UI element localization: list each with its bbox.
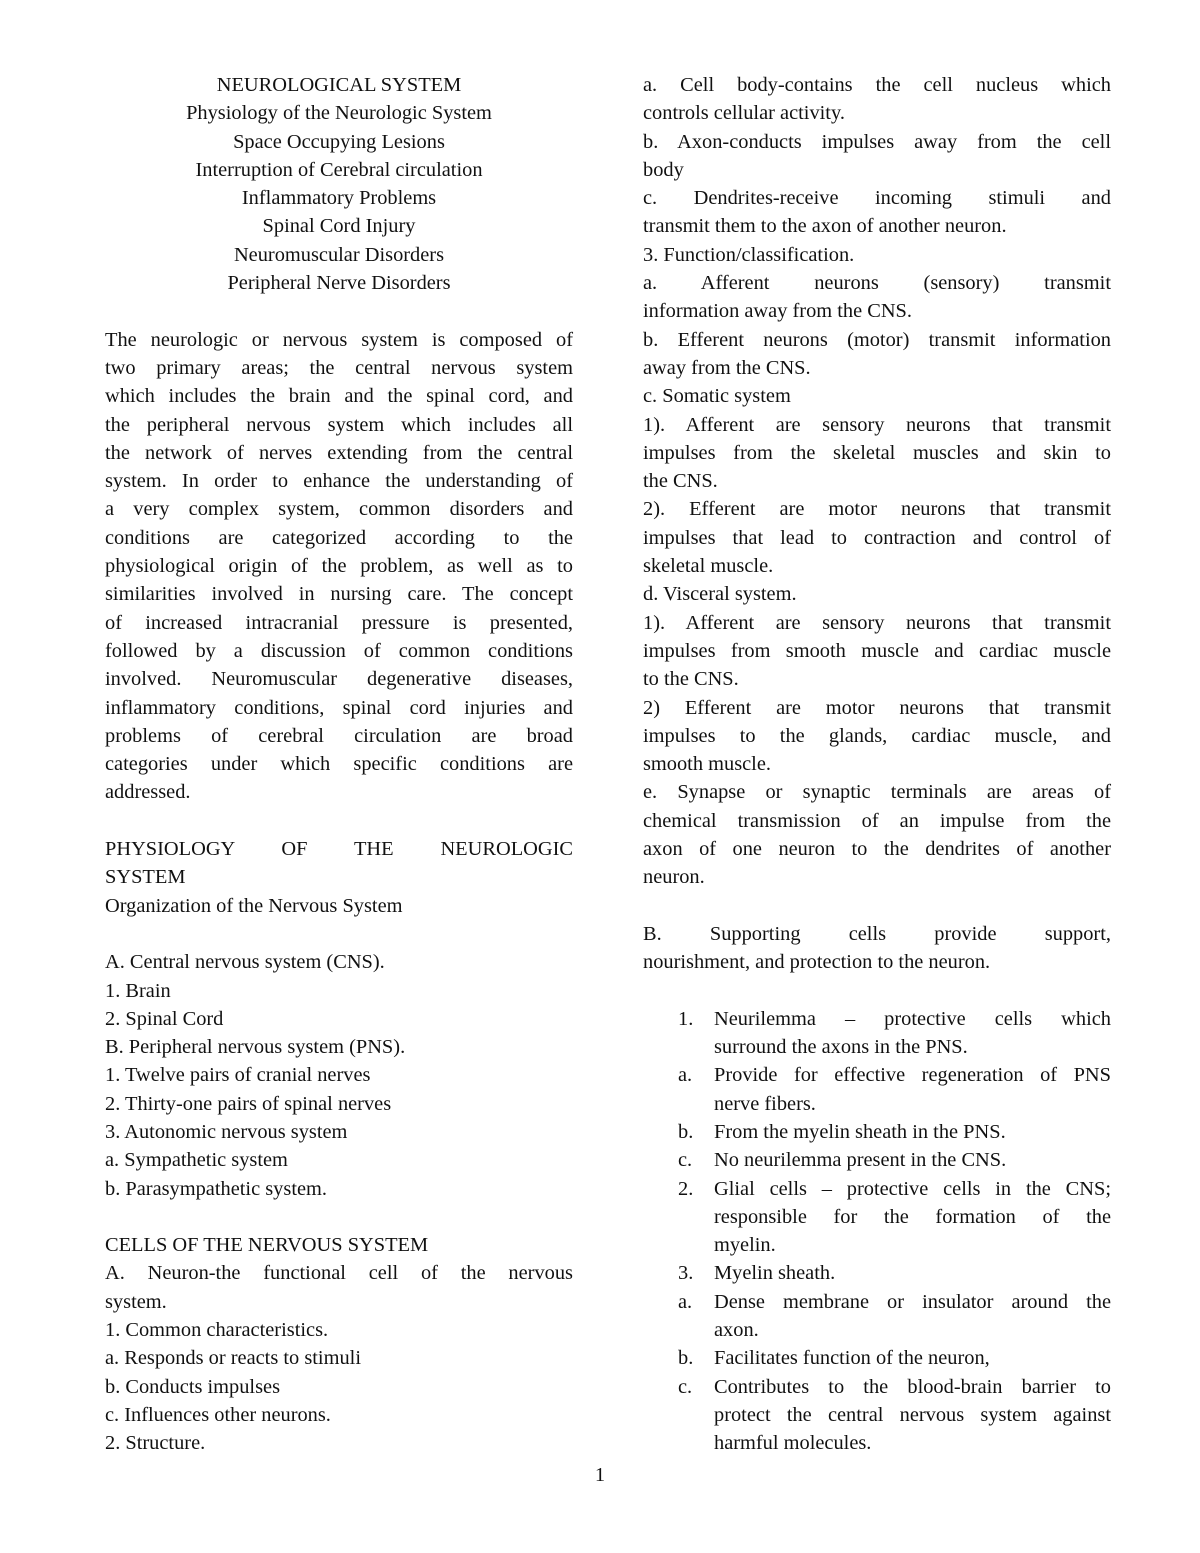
outline-item: a. Sympathetic system: [105, 1149, 288, 1172]
outline-item: body: [643, 158, 684, 181]
list-item: [643, 1175, 1111, 1260]
left-column: [105, 71, 573, 1458]
outline-item: B. Peripheral nervous system (PNS).: [105, 1036, 406, 1059]
cells-section: [105, 1231, 573, 1457]
list-item: [643, 1288, 1111, 1345]
outline-item: b. Efferent neurons (motor) transmit information: [643, 328, 1111, 351]
section-heading: PHYSIOLOGY OF THE NEUROLOGIC: [105, 838, 573, 861]
paragraph-line: similarities involved in nursing care. The concept: [105, 583, 573, 606]
list-item-line: From the myelin sheath in the PNS.: [714, 1120, 1006, 1143]
paragraph-line: involved. Neuromuscular degenerative diseases,: [105, 668, 573, 691]
list-item-line: Neurilemma – protective cells which: [714, 1007, 1111, 1030]
list-item: [643, 1005, 1111, 1062]
outline-heading: B. Supporting cells provide support,: [643, 922, 1111, 945]
outline-item: smooth muscle.: [643, 753, 771, 776]
list-item-line: surround the axons in the PNS.: [714, 1036, 968, 1059]
paragraph-line: physiological origin of the problem, as well as to: [105, 555, 573, 578]
outline-item: 1. Brain: [105, 979, 171, 1002]
toc-item: Peripheral Nerve Disorders: [227, 272, 451, 295]
outline-item: 2. Spinal Cord: [105, 1007, 224, 1030]
outline-item: e. Synapse or synaptic terminals are areas of: [643, 781, 1111, 804]
page-number: 1: [594, 1464, 606, 1486]
outline-item: c. Dendrites-receive incoming stimuli and: [643, 187, 1111, 210]
toc-item: Spinal Cord Injury: [262, 215, 416, 238]
paragraph-line: a very complex system, common disorders and: [105, 498, 573, 521]
document-title: NEUROLOGICAL SYSTEM: [216, 74, 462, 96]
outline-item: 1. Twelve pairs of cranial nerves: [105, 1064, 371, 1087]
outline-item: 2) Efferent are motor neurons that transmit: [643, 696, 1111, 719]
list-marker: 2.: [678, 1177, 694, 1200]
structure-items: [643, 71, 1111, 241]
outline-item: b. Axon-conducts impulses away from the cell: [643, 130, 1111, 153]
list-marker: c.: [678, 1375, 693, 1398]
toc-item: Space Occupying Lesions: [233, 130, 445, 153]
toc-item: Physiology of the Neurologic System: [186, 102, 492, 125]
paragraph-line: two primary areas; the central nervous system: [105, 356, 573, 379]
outline-heading: c. Somatic system: [643, 385, 791, 408]
outline-item: chemical transmission of an impulse from the: [643, 809, 1111, 832]
outline-item: b. Parasympathetic system.: [105, 1177, 327, 1200]
toc-item: Neuromuscular Disorders: [233, 243, 445, 266]
outline-item: a. Responds or reacts to stimuli: [105, 1347, 361, 1370]
toc-item: Interruption of Cerebral circulation: [195, 158, 483, 181]
outline-item: the CNS.: [643, 470, 718, 493]
list-marker: b.: [678, 1347, 694, 1370]
toc-block: [105, 71, 573, 297]
outline-item: away from the CNS.: [643, 356, 811, 379]
outline-item: skeletal muscle.: [643, 555, 774, 578]
paragraph-line: the network of nerves extending from the central: [105, 441, 573, 464]
outline-item: 2. Thirty-one pairs of spinal nerves: [105, 1092, 392, 1115]
outline-item: impulses from smooth muscle and cardiac muscle: [643, 639, 1111, 662]
outline-item: 1). Afferent are sensory neurons that transmit: [643, 413, 1111, 436]
outline-item: transmit them to the axon of another neuron.: [643, 215, 1007, 238]
list-marker: 3.: [678, 1262, 694, 1285]
outline-item: information away from the CNS.: [643, 300, 912, 323]
outline-item: c. Influences other neurons.: [105, 1403, 331, 1426]
list-item-line: Glial cells – protective cells in the CNS;: [714, 1177, 1111, 1200]
paragraph-line: problems of cerebral circulation are broad: [105, 724, 573, 747]
outline-item: impulses to the glands, cardiac muscle, and: [643, 724, 1111, 747]
section-heading: SYSTEM: [105, 866, 186, 889]
paragraph-line: The neurologic or nervous system is composed of: [105, 328, 573, 351]
list-item: [643, 1344, 1111, 1372]
list-item-line: No neurilemma present in the CNS.: [714, 1149, 1007, 1172]
list-item-line: nerve fibers.: [714, 1092, 816, 1115]
paragraph-line: inflammatory conditions, spinal cord injuries and: [105, 696, 573, 719]
list-marker: 1.: [678, 1007, 694, 1030]
visceral-items: [643, 609, 1111, 779]
physiology-section: [105, 835, 573, 1203]
paragraph-line: addressed.: [105, 781, 191, 804]
list-item-line: Facilitates function of the neuron,: [714, 1347, 990, 1370]
list-marker: b.: [678, 1120, 694, 1143]
outline-item: controls cellular activity.: [643, 102, 845, 125]
outline-heading: d. Visceral system.: [643, 583, 797, 606]
list-item-line: myelin.: [714, 1234, 776, 1257]
list-marker: a.: [678, 1064, 693, 1087]
outline-item: A. Central nervous system (CNS).: [105, 951, 385, 974]
paragraph-line: conditions are categorized according to the: [105, 526, 573, 549]
outline-item: system.: [105, 1290, 167, 1313]
list-item: [643, 1373, 1111, 1458]
outline-item: neuron.: [643, 866, 705, 889]
function-items: [643, 269, 1111, 382]
outline-heading: nourishment, and protection to the neuron.: [643, 951, 991, 974]
outline-item: 2. Structure.: [105, 1432, 206, 1455]
outline-heading: 3. Function/classification.: [643, 243, 855, 266]
list-item-line: Dense membrane or insulator around the: [714, 1290, 1111, 1313]
right-column: [643, 71, 1111, 1458]
outline-item: impulses that lead to contraction and control of: [643, 526, 1111, 549]
paragraph-line: the peripheral nervous system which includes all: [105, 413, 573, 436]
outline-item: to the CNS.: [643, 668, 739, 691]
outline-item: a. Afferent neurons (sensory) transmit: [643, 272, 1111, 295]
intro-paragraph: [105, 326, 573, 807]
list-item: [643, 1146, 1111, 1174]
outline-item: 1). Afferent are sensory neurons that transmit: [643, 611, 1111, 634]
list-item: [643, 1259, 1111, 1287]
list-marker: a.: [678, 1290, 693, 1313]
list-item-line: Contributes to the blood-brain barrier to: [714, 1375, 1111, 1398]
paragraph-line: followed by a discussion of common conditions: [105, 639, 573, 662]
somatic-items: [643, 411, 1111, 581]
outline-item: 1. Common characteristics.: [105, 1319, 329, 1342]
paragraph-line: which includes the brain and the spinal cord, and: [105, 385, 573, 408]
list-item: [643, 1061, 1111, 1118]
outline-item: a. Cell body-contains the cell nucleus which: [643, 74, 1111, 96]
outline-item: impulses from the skeletal muscles and skin to: [643, 441, 1111, 464]
paragraph-line: categories under which specific conditions are: [105, 753, 573, 776]
outline-item: A. Neuron-the functional cell of the nervous: [105, 1262, 573, 1285]
outline-item: b. Conducts impulses: [105, 1375, 281, 1398]
list-item-line: harmful molecules.: [714, 1432, 872, 1455]
list-item-line: Myelin sheath.: [714, 1262, 836, 1285]
outline-item: 3. Autonomic nervous system: [105, 1120, 348, 1143]
list-item-line: protect the central nervous system against: [714, 1403, 1111, 1426]
paragraph-line: system. In order to enhance the understanding of: [105, 470, 573, 493]
section-subheading: Organization of the Nervous System: [105, 894, 403, 917]
list-item-line: Provide for effective regeneration of PNS: [714, 1064, 1111, 1087]
list-item: [643, 1118, 1111, 1146]
supporting-cells-list: [643, 1005, 1111, 1458]
paragraph-line: of increased intracranial pressure is presented,: [105, 611, 573, 634]
synapse-item: [643, 778, 1111, 891]
list-item-line: axon.: [714, 1319, 759, 1342]
list-item-line: responsible for the formation of the: [714, 1205, 1111, 1228]
toc-item: Inflammatory Problems: [241, 187, 437, 210]
outline-item: axon of one neuron to the dendrites of another: [643, 838, 1111, 861]
outline-item: 2). Efferent are motor neurons that transmit: [643, 498, 1111, 521]
list-marker: c.: [678, 1149, 693, 1172]
section-heading: CELLS OF THE NERVOUS SYSTEM: [105, 1234, 429, 1257]
